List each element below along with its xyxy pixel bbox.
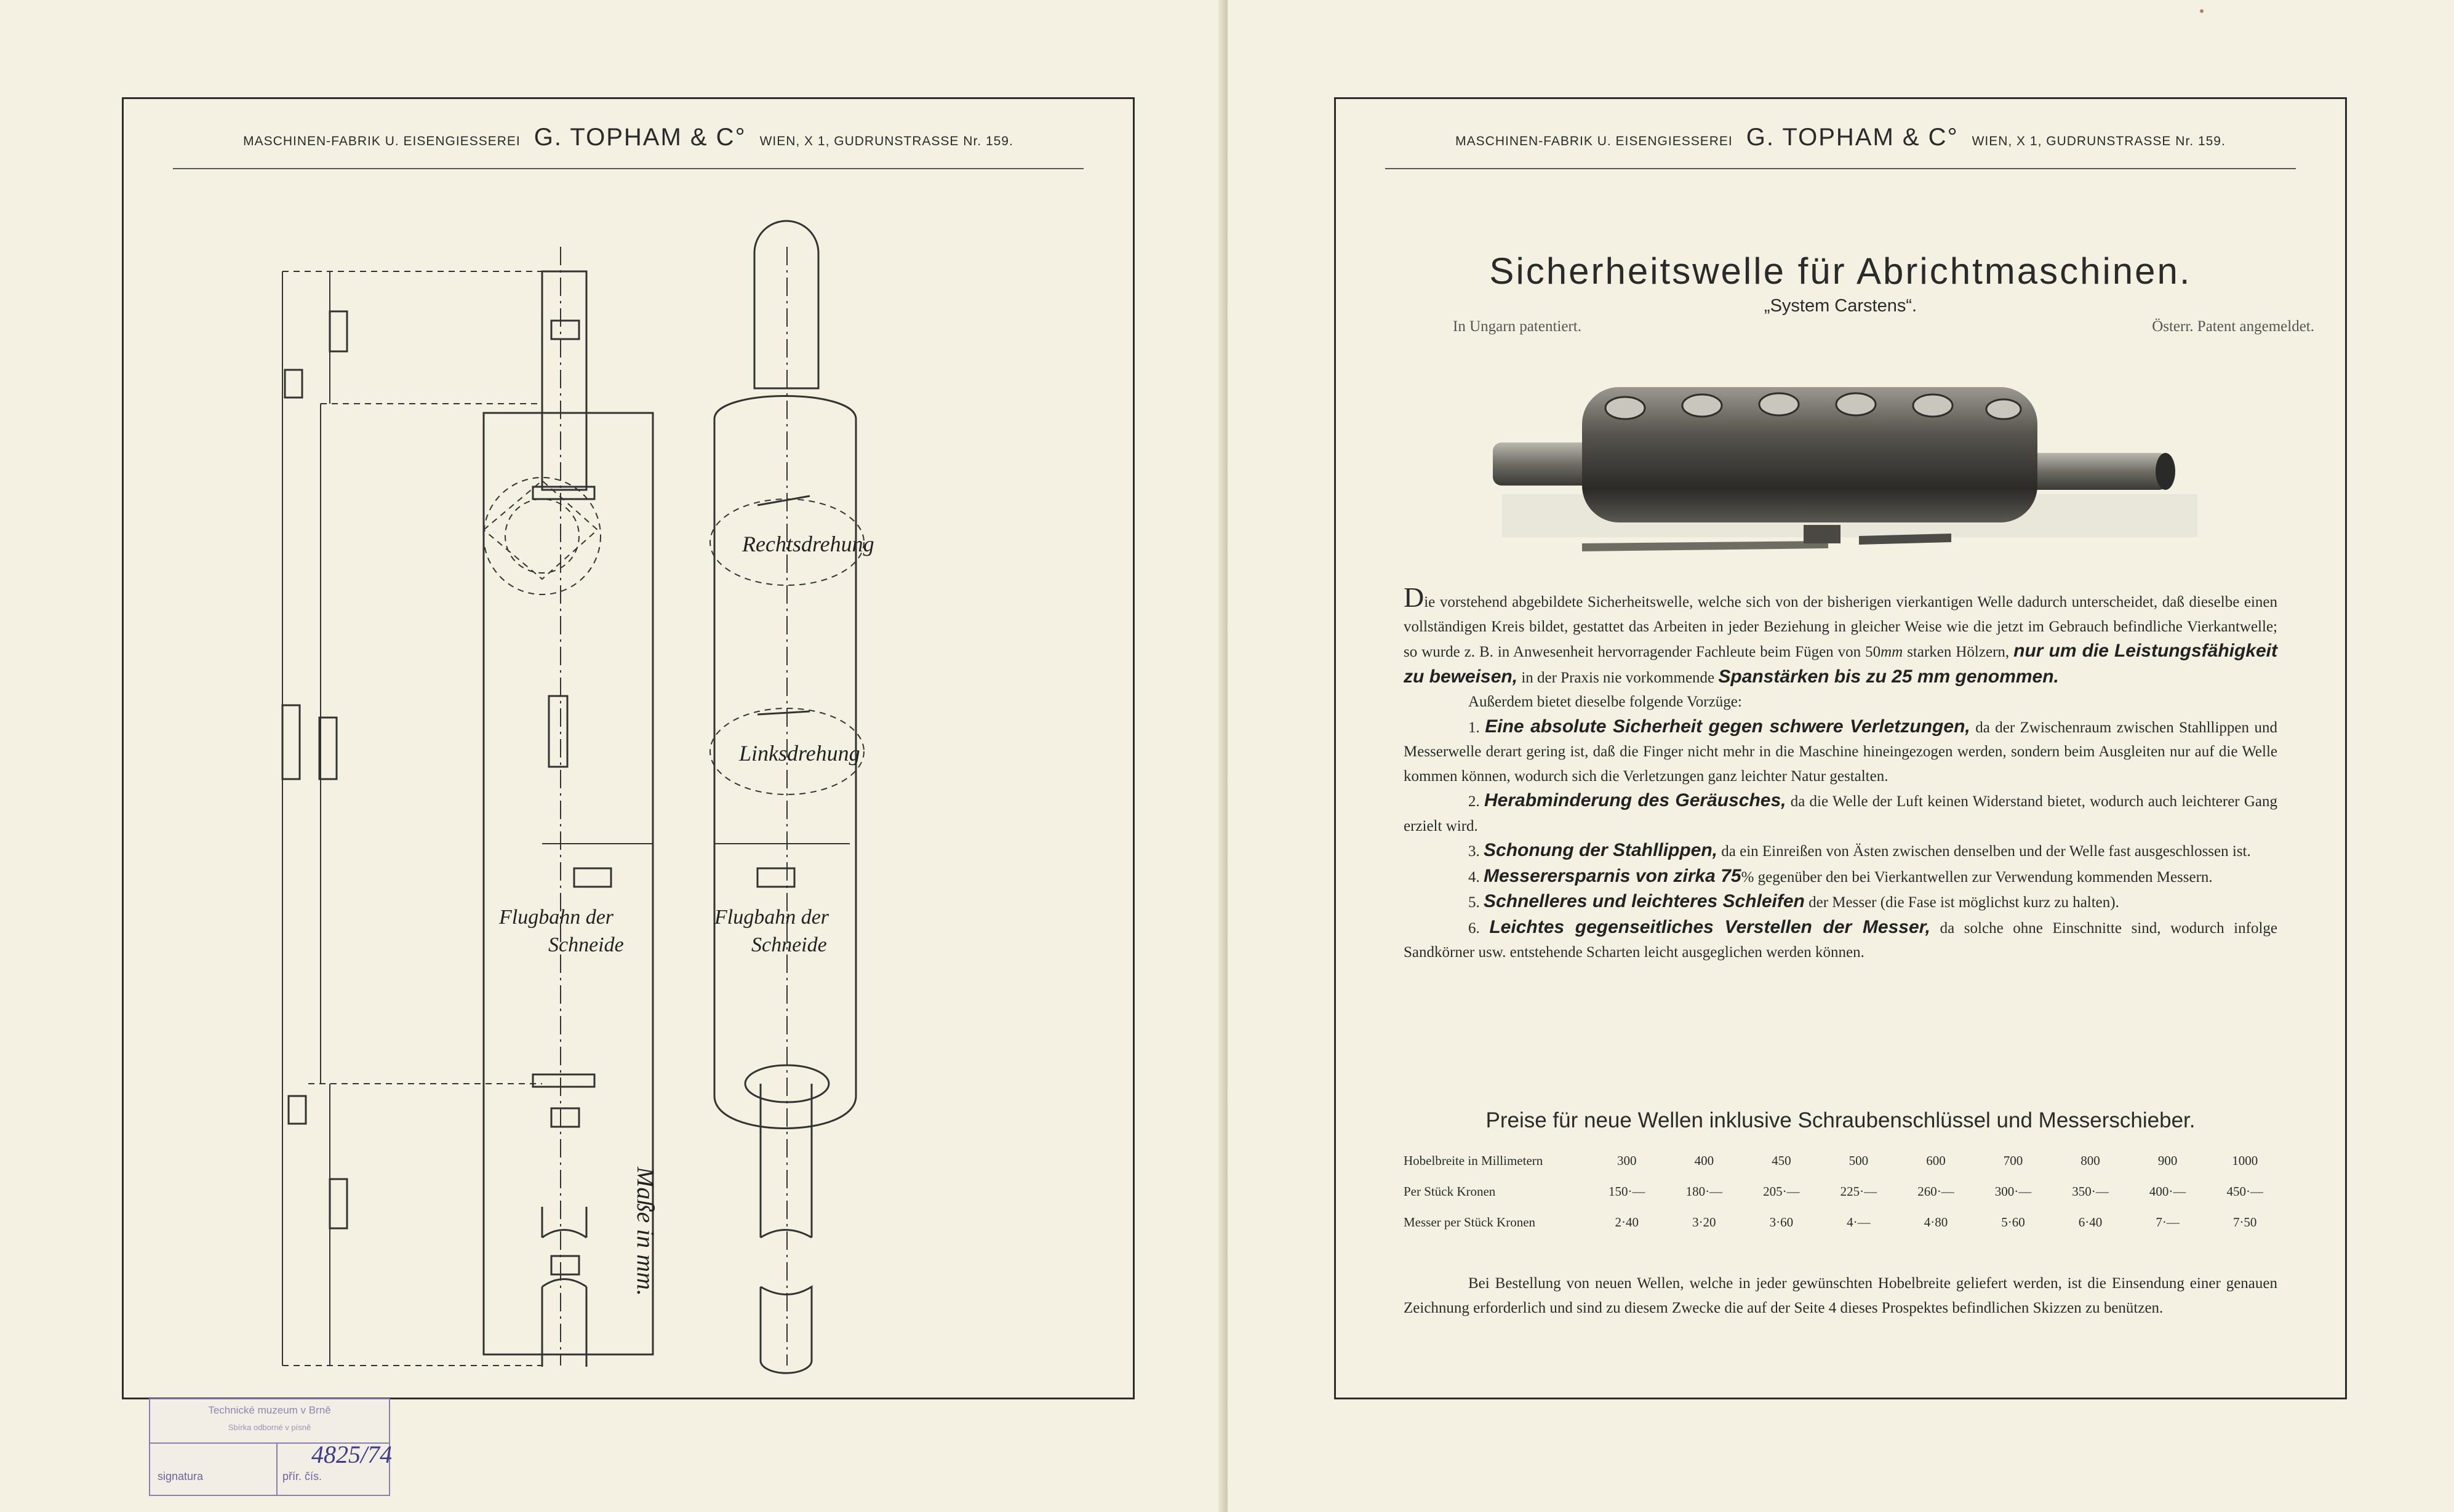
prices-title: Preise für neue Wellen inklusive Schraubenschlüssel und Messerschieber.	[1485, 1108, 2196, 1132]
stamp-collection: Sbírka odborné v písně	[228, 1423, 311, 1432]
intro-paragraph: Die vorstehend abgebildete Sicherheitswelle, welche sich von der bisherigen vierkantigen Welle dadurch unterscheidet, daß dieselbe einen vollständigen Kreis bildet, gestattet das Arbeiten in jeder Beziehung in gleicher Weise wie die jetzt im Gebrauch befindliche Vierkantwelle; so wurde z. B. in Anwesenheit hervorragender Fachleute beim Fügen von 50mm starken Hölzern, nur um die Leistungsfähigkeit zu beweisen, in der Praxis nie vorkommende Spanstärken bis zu 25 mm genommen.	[1404, 582, 2278, 687]
advantage-5: 5. Schnelleres und leichteres Schleifen der Messer (die Fase ist möglichst kurz zu halten).	[1468, 891, 2119, 911]
table-row: Messer per Stück Kronen 2·40 3·20 3·60 4·— 4·80 5·60 6·40 7·— 7·50	[1404, 1207, 2284, 1238]
shaft-top-left	[542, 271, 586, 490]
technical-drawing	[124, 99, 1133, 1398]
left-page-frame	[122, 97, 1135, 1399]
stamp-inventory-label: přír. čís.	[282, 1470, 322, 1482]
body-text	[1404, 582, 2278, 965]
marker-dim-inner	[319, 718, 337, 779]
photo-shaft-right	[2025, 453, 2167, 490]
shaft-bottom-left	[542, 1207, 586, 1367]
letterhead-address: WIEN, X 1, GUDRUNSTRASSE Nr. 159.	[759, 134, 1013, 148]
advantages-intro: Außerdem bietet dieselbe folgende Vorzüge:	[1468, 694, 1742, 710]
patent-austria: Österr. Patent angemeldet.	[2152, 318, 2314, 335]
page-title: Sicherheitswelle für Abrichtmaschinen.	[1489, 250, 2192, 292]
letterhead-brand: G. TOPHAM & C°	[534, 124, 746, 151]
page-subtitle: „System Carstens“.	[1764, 296, 1917, 316]
letterhead-right	[1336, 124, 2345, 151]
label-left-rotation: Linksdrehung	[739, 741, 860, 766]
table-row: Per Stück Kronen 150·— 180·— 205·— 225·— 260·— 300·— 350·— 400·— 450·—	[1404, 1176, 2284, 1207]
advantage-6: 6. Leichtes gegenseitliches Verstellen der Messer, da solche ohne Einschnitte sind, wodurch infolge Sandkörner usw. entstehende Scharten leicht ausgeglichen werden können.	[1404, 916, 2277, 961]
tool-circle-inner	[505, 499, 579, 573]
order-note: Bei Bestellung von neuen Wellen, welche in jeder gewünschten Hobelbreite geliefert werden, ist die Einsendung einer genauen Zeichnung erforderlich und sind zu diesem Zwecke die auf der Seite 4 dieses Prospektes befindlichen Skizzen zu benützen.	[1404, 1275, 2277, 1316]
marker-mid-cylinder	[549, 696, 567, 767]
right-page	[1228, 0, 2454, 1512]
square-cross-section	[484, 481, 598, 579]
label-cutting-path-right-1: Flugbahn der	[714, 906, 829, 929]
left-page	[0, 0, 1225, 1512]
photo-shaft-left	[1493, 442, 1591, 486]
advantage-4: 4. Messerersparnis von zirka 75% gegenüber den bei Vierkantwellen zur Verwendung kommenden Messern.	[1468, 865, 2213, 886]
label-right-rotation: Rechtsdrehung	[742, 532, 874, 556]
stamp-signature-label: signatura	[158, 1470, 204, 1482]
advantage-2: 2. Herabminderung des Geräusches, da die Welle der Luft keinen Widerstand bietet, wodurch auch leichterer Gang erzielt wird.	[1404, 790, 2278, 834]
marker-bottom-shaft	[551, 1256, 579, 1274]
marker-path-left	[574, 868, 611, 887]
marker-top-shaft	[551, 321, 579, 339]
patent-hungary: In Ungarn patentiert.	[1453, 318, 1581, 335]
price-table	[1404, 1145, 2284, 1238]
right-page-frame	[1334, 97, 2347, 1399]
stamp-museum-name: Technické muzeum v Brně	[208, 1404, 331, 1416]
label-cutting-path-right-2: Schneide	[751, 934, 827, 956]
letterhead-rule	[1385, 168, 2296, 169]
paper-spot	[2200, 9, 2204, 13]
photo-knife-blade	[1582, 541, 1828, 551]
label-cutting-path-left-1: Flugbahn der	[499, 906, 614, 929]
letterhead-company-type: MASCHINEN-FABRIK U. EISENGIESSEREI	[1455, 134, 1733, 148]
advantage-1: 1. Eine absolute Sicherheit gegen schwere Verletzungen, da der Zwischenraum zwischen Stahllippen und Messerwelle derart gering ist, daß die Finger nicht mehr in die Maschine hineingezogen werden, sondern beim Ausgleiten nur auf die Welle kommen können, wodurch sich die Verletzungen ganz leichter Natur gestalten.	[1404, 716, 2277, 785]
shaft-bottom-right	[761, 1084, 812, 1238]
letterhead-address: WIEN, X 1, GUDRUNSTRASSE Nr. 159.	[1972, 134, 2226, 148]
advantage-3: 3. Schonung der Stahllippen, da ein Einreißen von Ästen zwischen denselben und der Welle fast ausgeschlossen ist.	[1468, 840, 2251, 860]
table-row: Hobelbreite in Millimetern 300 400 450 500 600 700 800 900 1000	[1404, 1145, 2284, 1176]
product-photo-safety-shaft	[1484, 364, 2210, 573]
row-label: Per Stück Kronen	[1404, 1183, 1496, 1199]
label-cutting-path-left-2: Schneide	[548, 934, 624, 956]
photo-shaft-end	[2156, 453, 2175, 490]
marker-dim-top	[330, 311, 347, 351]
collar-bottom-left	[533, 1074, 594, 1087]
row-label: Messer per Stück Kronen	[1404, 1214, 1536, 1230]
marker-dim-lower	[289, 1096, 306, 1124]
marker-dim-left	[282, 705, 300, 779]
arrow-left-rotation	[757, 711, 810, 714]
tool-circle-outer	[484, 478, 601, 594]
letterhead-company-type: MASCHINEN-FABRIK U. EISENGIESSEREI	[243, 134, 521, 148]
museum-stamp	[149, 1398, 393, 1496]
marker-dim-bottom	[330, 1179, 347, 1228]
stamp-inventory-number: 4825/74	[311, 1441, 393, 1468]
marker-dim-side	[285, 370, 302, 398]
row-label: Hobelbreite in Millimetern	[1404, 1153, 1543, 1168]
letterhead-brand: G. TOPHAM & C°	[1746, 124, 1959, 151]
photo-cylinder	[1582, 387, 2037, 522]
label-dimensions: Maße in mm.	[632, 1167, 660, 1296]
cylinder-elevation	[484, 413, 653, 1354]
marker-collar	[551, 1108, 579, 1127]
marker-path-right	[757, 868, 794, 887]
photo-knife-holder	[1804, 525, 1841, 543]
shaft-end-right	[761, 1287, 812, 1373]
